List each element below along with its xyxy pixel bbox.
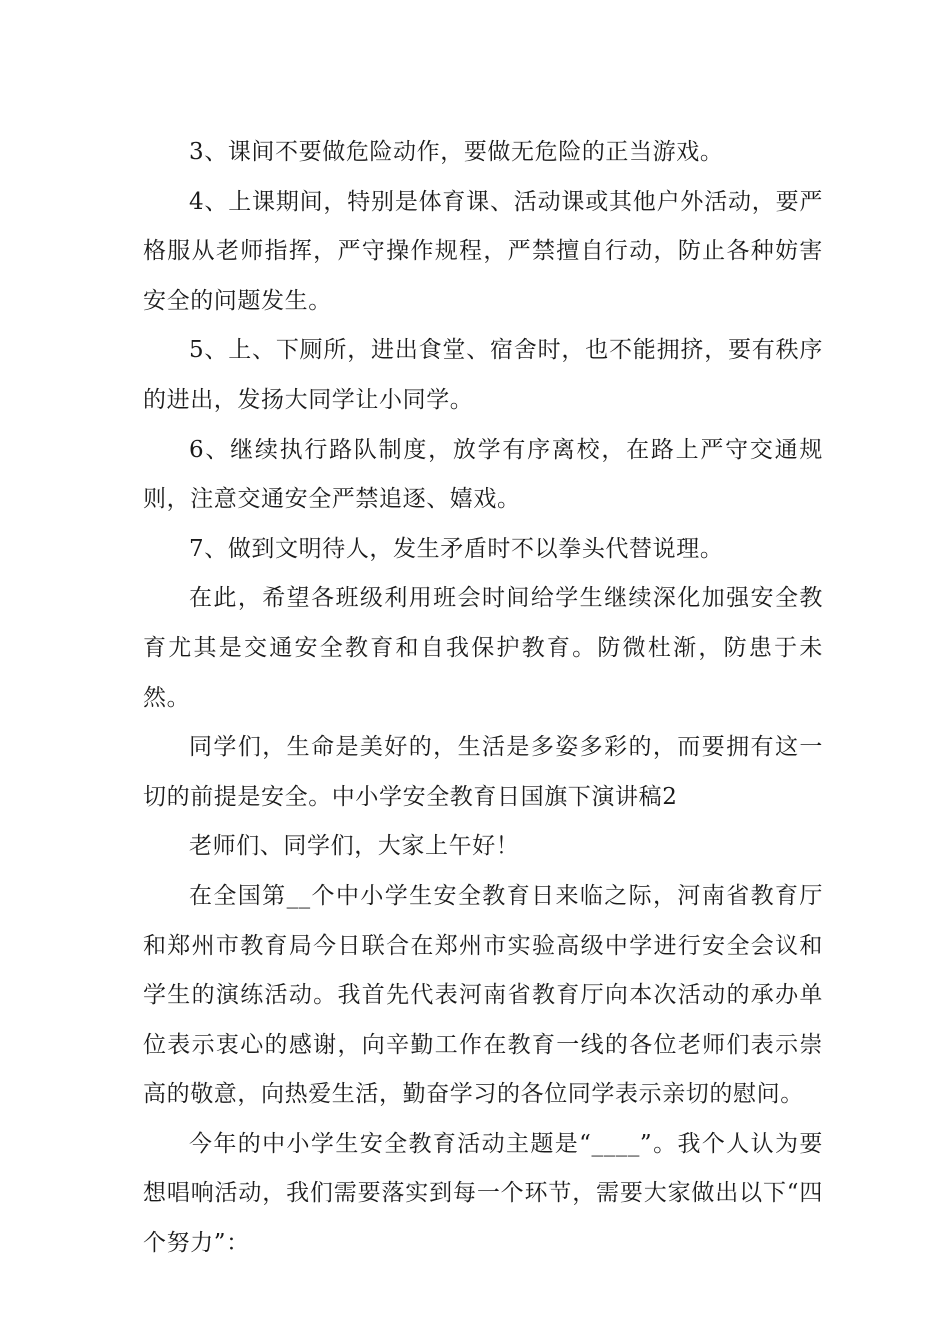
paragraph-rule-5: 5、上、下厕所，进出食堂、宿舍时，也不能拥挤，要有秩序的进出，发扬大同学让小同学。	[143, 337, 823, 413]
paragraph-rule-4: 4、上课期间，特别是体育课、活动课或其他户外活动，要严格服从老师指挥，严守操作规程，严禁擅自行动，防止各种妨害安全的问题发生。	[143, 188, 823, 314]
paragraph-greeting: 老师们、同学们，大家上午好！	[189, 833, 520, 860]
paragraph-rule-3: 3、课间不要做危险动作，要做无危险的正当游戏。	[189, 139, 724, 165]
document-body	[143, 128, 823, 1269]
paragraph-rule-6: 6、继续执行路队制度，放学有序离校，在路上严守交通规则，注意交通安全严禁追逐、嬉戏。	[143, 436, 823, 513]
paragraph-theme: 今年的中小学生安全教育活动主题是“____”。我个人认为要想唱响活动，我们需要落实到每一个环节，需要大家做出以下“四个努力”：	[143, 1130, 823, 1257]
paragraph-life-safety: 同学们，生命是美好的，生活是多姿多彩的，而要拥有这一切的前提是安全。中小学安全教育日国旗下演讲稿2	[143, 734, 823, 810]
paragraph-rule-7: 7、做到文明待人，发生矛盾时不以拳头代替说理。	[189, 535, 724, 562]
paragraph-event-intro: 在全国第__个中小学生安全教育日来临之际，河南省教育厅和郑州市教育局今日联合在郑州市实验高级中学进行安全会议和学生的演练活动。我首先代表河南省教育厅向本次活动的承办单位表示衷心的感谢，向辛勤工作在教育一线的各位老师们表示崇高的敬意，向热爱生活，勤奋学习的各位同学表示亲切的慰问。	[143, 882, 823, 1108]
paragraph-class-meeting: 在此，希望各班级利用班会时间给学生继续深化加强安全教育尤其是交通安全教育和自我保护教育。防微杜渐，防患于未然。	[143, 585, 823, 711]
